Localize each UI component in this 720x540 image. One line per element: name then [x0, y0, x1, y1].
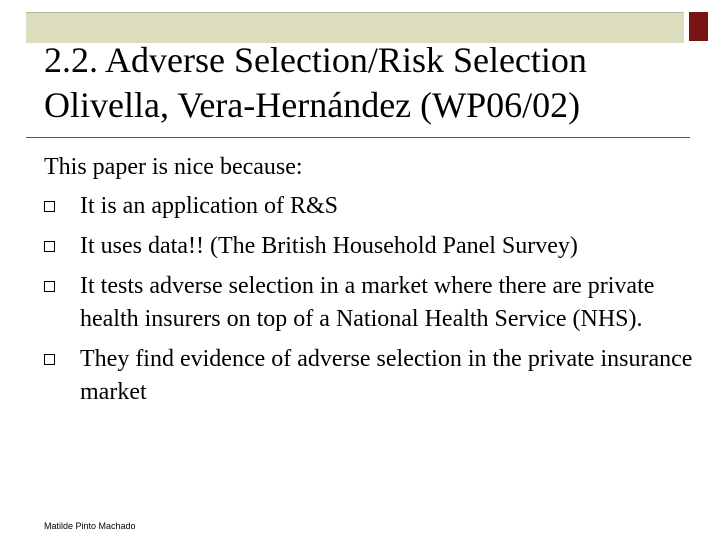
corner-accent-box: [689, 12, 708, 41]
square-bullet-icon: [44, 241, 55, 252]
bullet-item: [44, 190, 704, 223]
footer-author: Matilde Pinto Machado: [44, 521, 136, 531]
title-divider: [26, 137, 690, 138]
square-bullet-icon: [44, 354, 55, 365]
bullet-text: They find evidence of adverse selection in the private insurance market: [80, 346, 693, 405]
bullet-item: [44, 270, 704, 336]
square-bullet-icon: [44, 281, 55, 292]
bullet-text: It tests adverse selection in a market where there are private health insurers on top of a National Health Service (NHS).: [80, 273, 655, 332]
slide-title: [44, 38, 587, 128]
slide-title-line-2: Olivella, Vera-Hernández (WP06/02): [44, 85, 581, 125]
bullet-text: It is an application of R&S: [80, 193, 338, 219]
square-bullet-icon: [44, 201, 55, 212]
bullet-list: [44, 190, 704, 416]
bullet-item: [44, 230, 704, 263]
slide-title-line-1: 2.2. Adverse Selection/Risk Selection: [44, 40, 587, 80]
bullet-text: It uses data!! (The British Household Panel Survey): [80, 233, 578, 259]
intro-text: This paper is nice because:: [44, 154, 303, 180]
bullet-item: [44, 343, 704, 409]
